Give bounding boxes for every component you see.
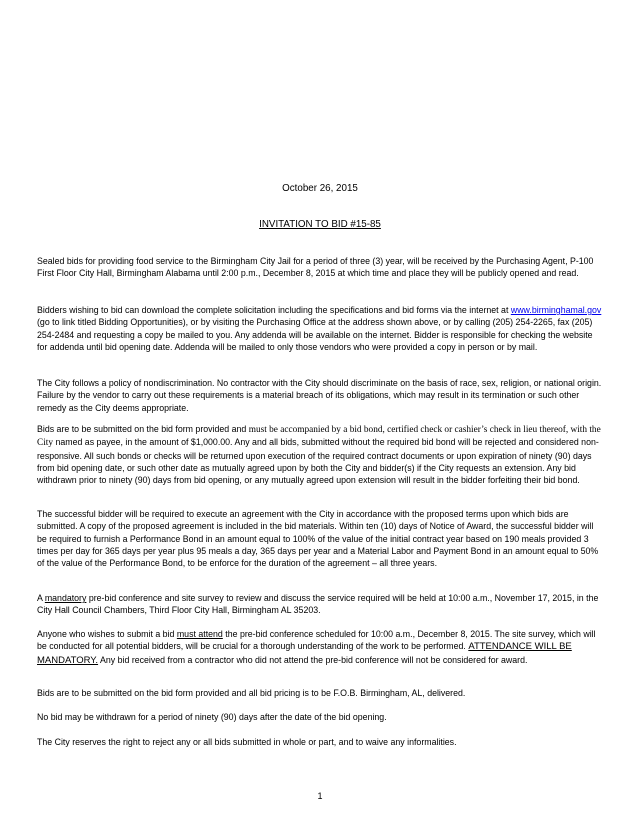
- paragraph-download-text-b: (go to link titled Bidding Opportunities), or by visiting the Purchasing Office at the address shown above, or by calling (205) 254-2265, fax (205) 254-2484 and requesting a copy be mailed to you. Any addenda will be available on the internet. Bidder is responsible for checking the website for addenda until bid opening date. Addenda will be mailed to only those vendors who were provided a copy in person or by mail.: [37, 317, 593, 352]
- paragraph-nondiscrimination: The City follows a policy of nondiscrimination. No contractor with the City should discriminate on the basis of race, sex, religion, or national origin. Failure by the vendor to carry out these requirements is a material breach of its obligations, which may result in its termination or such other remedy as the City deems appropriate.: [37, 378, 602, 413]
- paragraph-bid-bond-text-b: named as payee, in the amount of $1,000.00. Any and all bids, submitted without the required bid bond will be rejected and considered non-responsive. All such bonds or checks will be returned upon execution of the required contract documents or upon expiration of ninety (90) days from bid opening date, or such other date as mutually agreed upon by both the City and bidder(s) if the City requests an extension. Any bid withdrawn prior to ninety (90) days from bid opening, or any mutually agreed upon extension will result in the bidder forfeiting their bid bond.: [37, 437, 599, 486]
- paragraph-withdrawal: No bid may be withdrawn for a period of ninety (90) days after the date of the bid opening.: [37, 712, 387, 722]
- paragraph-mandatory-conference: [37, 592, 603, 617]
- paragraph-mandatory-text-b: pre-bid conference and site survey to review and discuss the service required will be held at 10:00 a.m., November 17, 2015, in the City Hall Council Chambers, Third Floor City Hall, Birmingham AL 35203.: [37, 593, 599, 616]
- paragraph-performance-bond: The successful bidder will be required to execute an agreement with the City in accordance with the proposed terms upon which bids are submitted. A copy of the proposed agreement is included in the bid materials. Within ten (10) days of Notice of Award, the successful bidder will be required to furnish a Performance Bond in an amount equal to 100% of the value of the initial contract year based on 190 meals provided 3 times per day for 365 days per year plus 95 meals a day, 365 days per year and a Material Labor and Payment Bond in an amount equal to 50% of the value of the Performance Bond, to be enforce for the duration of the agreement – all three years.: [37, 509, 599, 569]
- page-number: 1: [317, 791, 323, 801]
- paragraph-bid-bond: [37, 423, 603, 486]
- attendance-mandatory-notice: ATTENDANCE WILL BE MANDATORY.: [37, 641, 572, 666]
- document-title: INVITATION TO BID #15-85: [259, 219, 381, 230]
- must-attend-underlined: must attend: [176, 629, 223, 639]
- paragraph-must-attend-text-c: Any bid received from a contractor who did not attend the pre-bid conference will not be considered for award.: [98, 654, 528, 665]
- paragraph-bid-bond-serif: must be accompanied by a bid bond, certified check or cashier’s check in lieu thereof, with the City: [37, 425, 601, 449]
- website-link[interactable]: www.birminghamal.gov: [510, 305, 602, 315]
- paragraph-fob: Bids are to be submitted on the bid form provided and all bid pricing is to be F.O.B. Birmingham, AL, delivered.: [37, 688, 466, 698]
- document-date: October 26, 2015: [282, 183, 358, 194]
- paragraph-download: [37, 304, 603, 353]
- paragraph-reserves-right: The City reserves the right to reject any or all bids submitted in whole or part, and to waive any informalities.: [37, 737, 457, 747]
- paragraph-must-attend: [37, 628, 603, 667]
- mandatory-underlined: mandatory: [44, 593, 87, 603]
- paragraph-must-attend-text-b: the pre-bid conference scheduled for 10:00 a.m., December 8, 2015. The site survey, which will be conducted for all potential bidders, will be crucial for a thorough understanding of the work to be performed.: [37, 629, 596, 652]
- paragraph-must-attend-text-a: Anyone who wishes to submit a bid: [37, 629, 177, 639]
- paragraph-download-text-a: Bidders wishing to bid can download the complete solicitation including the specifications and bid forms via the internet at: [37, 305, 511, 315]
- paragraph-sealed-bids: Sealed bids for providing food service to the Birmingham City Jail for a period of three (3) year, will be received by the Purchasing Agent, P-100 First Floor City Hall, Birmingham Alabama until 2:00 p.m., December 8, 2015 at which time and place they will be publicly opened and read.: [37, 256, 594, 279]
- paragraph-bid-bond-text-a: Bids are to be submitted on the bid form provided and: [37, 424, 249, 434]
- paragraph-mandatory-text-a: A: [37, 593, 45, 603]
